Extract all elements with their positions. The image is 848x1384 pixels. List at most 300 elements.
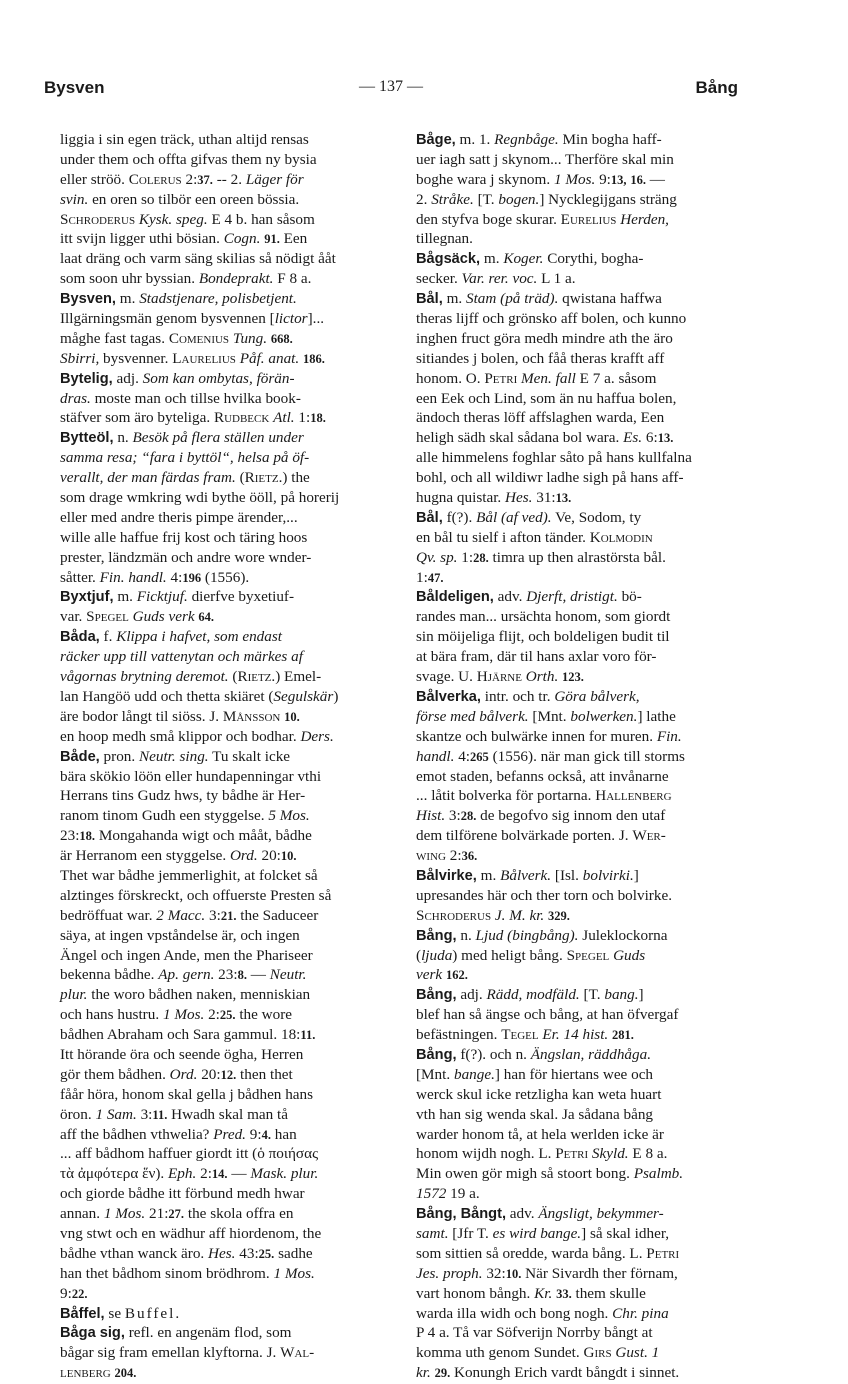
text-segment: honom. O. — [416, 369, 485, 387]
text-line — [60, 1323, 391, 1343]
text-segment: f(?). och n. — [456, 1045, 531, 1063]
italic-text: Neutr. sing. — [138, 747, 209, 765]
text-segment: 2: — [204, 1006, 220, 1024]
headword: Bång, — [416, 987, 457, 1004]
text-segment: blef han så ängse och bång, at han öfvergaf — [416, 1006, 679, 1024]
text-segment: Hwadh skal man tå — [167, 1105, 288, 1123]
author-name: Girs — [583, 1344, 612, 1362]
text-line — [60, 767, 391, 787]
text-segment: Min bogha haff- — [558, 131, 662, 148]
text-segment: ( — [228, 668, 238, 686]
headword: Bålverka, — [416, 688, 481, 705]
text-segment: 32: — [482, 1264, 506, 1282]
text-segment: 31: — [532, 489, 556, 507]
text-segment: bära skökio löön eller hundapenningar vthi — [60, 767, 322, 785]
text-line — [60, 747, 391, 767]
italic-text: Bålverk. — [500, 866, 552, 884]
text-segment: Tu skalt icke — [208, 747, 291, 765]
text-segment: 21: — [145, 1205, 169, 1223]
text-line — [60, 488, 391, 508]
italic-text: Mask. plur. — [250, 1165, 319, 1183]
text-line — [416, 627, 740, 647]
italic-text: 5 Mos. — [268, 807, 310, 825]
text-line — [416, 1085, 740, 1105]
italic-text: Guds verk — [132, 608, 195, 626]
text-segment: the wore — [235, 1006, 293, 1024]
text-segment: timra up then alrastörsta bål. — [488, 548, 666, 566]
author-name: Colerus — [128, 170, 182, 188]
text-segment: them skulle — [571, 1284, 646, 1302]
italic-text: Göra bålverk, — [554, 687, 640, 705]
text-segment: 9: — [245, 1125, 262, 1143]
text-line — [416, 985, 740, 1005]
text-line — [416, 1224, 740, 1244]
text-line — [416, 349, 740, 369]
reference-number: 196 — [182, 570, 202, 585]
text-segment: E 8 a. — [628, 1145, 668, 1163]
italic-text: samma resa; “fara i byttöl“, helsa på öf- — [60, 449, 310, 467]
text-line — [60, 906, 391, 926]
text-segment: werck skul icke retzligha kan weta huart — [416, 1085, 662, 1103]
text-line — [416, 1363, 740, 1383]
italic-text: plur. — [60, 986, 88, 1004]
text-line — [416, 906, 740, 926]
text-segment: liggia i sin egen träck, uthan altijd rensas — [60, 131, 309, 148]
text-segment: ändoch theras löff affslaghen warda, Een — [416, 409, 665, 427]
text-segment: L 1 a. — [537, 270, 576, 288]
text-line — [60, 965, 391, 985]
text-segment: stäfver som äro byteliga. — [60, 409, 214, 427]
text-segment: sadhe — [274, 1244, 313, 1262]
text-segment: bysvenner. — [99, 349, 173, 367]
page-number: — 137 — — [359, 78, 423, 95]
reference-number: 13. — [555, 491, 572, 506]
text-segment: 23: — [214, 966, 238, 984]
italic-text: Qv. sp. — [416, 548, 458, 566]
italic-text: Påf. anat. — [239, 349, 300, 367]
text-line — [60, 528, 391, 548]
reference-number: 123. — [562, 670, 584, 685]
reference-number: 13, — [610, 172, 627, 187]
italic-text: 1572 — [416, 1185, 447, 1203]
text-segment: hugna quistar. — [416, 489, 506, 507]
reference-number: 13. — [657, 431, 674, 446]
italic-text: svin. — [60, 190, 89, 208]
text-segment: m. — [480, 250, 504, 268]
italic-text: lictor — [274, 310, 308, 328]
text-line — [416, 727, 740, 747]
headword: Byxtjuf, — [60, 589, 114, 606]
text-segment: en oren so tilbör een oreen bössia. — [88, 190, 300, 208]
text-segment: dierfve byxetiuf- — [187, 588, 295, 606]
italic-text: Fin. handl. — [99, 568, 167, 586]
italic-text: 1 Mos. — [553, 170, 596, 188]
text-line — [60, 1204, 391, 1224]
text-segment: ] — [633, 866, 639, 884]
text-line — [60, 408, 391, 428]
italic-text: vågornas brytning deremot. — [60, 668, 229, 686]
text-line — [60, 1045, 391, 1065]
text-line — [416, 170, 740, 190]
text-line — [60, 806, 391, 826]
text-segment: sin möijeliga flijt, och boldeligen budit til — [416, 628, 670, 646]
text-line — [60, 1025, 391, 1045]
headword: Bågsäck, — [416, 251, 481, 268]
text-segment: säya, at ingen vpståndelse är, och ingen — [60, 926, 300, 944]
text-line — [60, 448, 391, 468]
text-line — [416, 1244, 740, 1264]
italic-text: Jes. proph. — [416, 1264, 483, 1282]
text-line — [60, 369, 391, 389]
text-segment: och giorde bådhe itt förbund medh hwar — [60, 1185, 305, 1203]
text-line — [60, 587, 391, 607]
author-name: Wer- — [632, 827, 666, 845]
text-line — [416, 1065, 740, 1085]
reference-number: 204. — [114, 1366, 137, 1381]
text-segment: the woro bådhen naken, menniskian — [87, 986, 311, 1004]
text-segment: ] Nycklegijgans sträng — [539, 190, 677, 208]
text-line — [60, 249, 391, 269]
italic-text: räcker upp till vattenytan och märkes af — [60, 648, 303, 666]
author-name: Comenius — [168, 329, 230, 347]
italic-text: bang. — [604, 986, 639, 1004]
text-segment: 2: — [181, 170, 198, 188]
text-line — [416, 866, 740, 886]
text-segment: Ve, Sodom, ty — [551, 508, 642, 526]
author-name: Schroderus — [416, 906, 492, 924]
text-segment: den styfva boge skurar. — [416, 210, 561, 228]
author-name: wing — [416, 847, 446, 865]
text-line — [416, 1184, 740, 1204]
text-segment: vart honom bångh. — [416, 1284, 535, 1302]
text-segment: n. — [456, 926, 476, 944]
text-segment: dem tilförene bolvärkade porten. J. — [416, 827, 633, 845]
italic-text: Ängsligt, bekymmer- — [538, 1205, 664, 1223]
reference-number: 28. — [473, 550, 489, 565]
text-segment: 9: — [60, 1284, 72, 1302]
text-segment: .) the — [278, 469, 310, 487]
text-line — [416, 210, 740, 230]
text-segment: intr. och tr. — [480, 687, 555, 705]
text-line — [416, 568, 740, 588]
text-line — [416, 1105, 740, 1125]
text-segment: alle himmelens foghlar såto på hans kullfalna — [416, 449, 692, 467]
text-line — [60, 1164, 391, 1184]
text-line — [60, 786, 391, 806]
text-line — [416, 130, 740, 150]
text-line — [416, 150, 740, 170]
text-segment: — — [227, 1165, 251, 1183]
text-line — [416, 1125, 740, 1145]
reference-number: 10. — [284, 709, 300, 724]
text-segment: sitiandes j bolen, och fåå theras krafft aff — [416, 349, 665, 367]
text-segment: boghe wara j skynom. — [416, 170, 554, 188]
text-segment: warder honom tå, at hela werlden icke är — [416, 1125, 664, 1143]
reference-number: 22. — [71, 1286, 88, 1301]
text-line — [416, 190, 740, 210]
text-segment: gör them bådhen. — [60, 1065, 170, 1083]
text-segment: annan. — [60, 1205, 104, 1223]
text-line — [416, 229, 740, 249]
italic-text: förse med bålverk. — [416, 707, 529, 725]
text-segment: upresandes här och ther torn och bolvirke. — [416, 886, 672, 904]
text-line — [60, 1264, 391, 1284]
text-segment: ranom tinom Gudh een styggelse. — [60, 807, 269, 825]
text-segment: bohl, och all wildiwr ladhe sigh på hans aff- — [416, 469, 684, 487]
author-name: Petri — [646, 1244, 680, 1262]
spaced-text: Buffel. — [124, 1304, 182, 1322]
text-segment: (1556). när man gick till storms — [488, 747, 685, 765]
italic-text: Ap. gern. — [158, 966, 215, 984]
reference-number: 10. — [505, 1266, 522, 1281]
left-column — [60, 130, 391, 1383]
text-line — [60, 210, 391, 230]
italic-text: 1 Sam. — [95, 1105, 137, 1123]
italic-text: Ord. — [169, 1065, 198, 1083]
reference-number: 25. — [258, 1246, 275, 1261]
text-line — [60, 170, 391, 190]
text-segment: tillegnan. — [416, 230, 473, 248]
text-line — [60, 1184, 391, 1204]
text-line — [60, 548, 391, 568]
text-segment: 9: — [595, 170, 611, 188]
text-segment: adj. — [112, 369, 143, 387]
headword: Båga sig, — [60, 1325, 125, 1342]
text-line — [416, 826, 740, 846]
reference-number: 11. — [300, 1028, 316, 1043]
text-line — [60, 926, 391, 946]
italic-text: Hes. — [505, 489, 533, 507]
italic-text: Stam (på träd). — [465, 290, 559, 308]
text-segment: bågar sig fram emellan klyftorna. J. — [60, 1344, 281, 1362]
text-segment: ] — [638, 986, 644, 1004]
text-line — [60, 309, 391, 329]
text-segment: then thet — [236, 1065, 293, 1083]
text-line — [416, 1164, 740, 1184]
headword: Bång, Bångt, — [416, 1206, 506, 1223]
text-line — [416, 1264, 740, 1284]
text-segment: P 4 a. Tå var Söfverijn Norrby bångt at — [416, 1324, 653, 1342]
italic-text: Koger. — [503, 250, 544, 268]
author-name: Hjärne — [476, 668, 522, 686]
italic-text: Es. — [623, 429, 643, 447]
reference-number: 10. — [280, 849, 297, 864]
text-segment: 4: — [166, 568, 183, 586]
text-segment: emot staden, befanns också, att invånarne — [416, 767, 669, 785]
text-line — [416, 548, 740, 568]
text-line — [416, 1045, 740, 1065]
text-line — [60, 229, 391, 249]
text-line — [60, 428, 391, 448]
author-name: Eurelius — [560, 210, 617, 228]
text-line — [416, 309, 740, 329]
text-segment: theras lijff och grönsko aff bolen, och kunno — [416, 310, 687, 328]
text-line — [60, 985, 391, 1005]
text-line — [60, 687, 391, 707]
text-segment: måghe fast tagas. — [60, 329, 169, 347]
text-segment: Juleklockorna — [578, 926, 668, 944]
italic-text: ljuda — [421, 946, 453, 964]
text-line — [416, 448, 740, 468]
text-segment: som drage wmkring wdi bythe ööll, på horerij — [60, 489, 340, 507]
text-line — [60, 886, 391, 906]
italic-text: J. M. kr. — [494, 906, 545, 924]
text-segment: wille alle haffue frij kost och täring hoos — [60, 528, 308, 546]
text-line — [60, 1125, 391, 1145]
text-segment: svage. U. — [416, 668, 477, 686]
text-segment: 20: — [257, 847, 281, 865]
text-segment: ] han för hiertans wee och — [494, 1065, 654, 1083]
text-segment: 43: — [235, 1244, 259, 1262]
text-line — [416, 269, 740, 289]
text-segment: aff the bådhen vthwelia? — [60, 1125, 214, 1143]
text-segment: the skola offra en — [184, 1205, 294, 1223]
italic-text: Cogn. — [223, 230, 261, 248]
text-segment: Een — [279, 230, 308, 248]
running-head-right: Bång — [695, 78, 738, 97]
author-name: Månsson — [222, 707, 281, 725]
italic-text: Eph. — [168, 1165, 197, 1183]
text-line — [416, 289, 740, 309]
text-line — [60, 150, 391, 170]
text-segment: [Isl. — [551, 866, 583, 884]
italic-text: Ders. — [300, 727, 334, 745]
text-segment: ( — [235, 469, 245, 487]
italic-text: bogen. — [498, 190, 540, 208]
text-segment: [Mnt. — [416, 1065, 454, 1083]
italic-text: Ängslan, räddhåga. — [530, 1045, 652, 1063]
italic-text: handl. — [416, 747, 455, 765]
headword: Bålvirke, — [416, 867, 477, 884]
text-segment: under them och offta gifvas them ny bysia — [60, 150, 317, 168]
text-segment: ) — [333, 687, 339, 705]
italic-text: Bondeprakt. — [198, 270, 274, 288]
italic-text: Hes. — [208, 1244, 236, 1262]
text-segment: at bära fram, där til hans axlar voro för- — [416, 648, 657, 666]
text-segment: befästningen. — [416, 1026, 502, 1044]
italic-text: 1 Mos. — [273, 1264, 315, 1282]
text-segment: Min owen gör migh så stoort bong. — [416, 1165, 634, 1183]
text-segment: ... aff bådhom haffuer giordt itt (ὁ ποιήσας — [60, 1145, 319, 1163]
headword: Bysven, — [60, 291, 116, 308]
text-segment: 1: — [294, 409, 311, 427]
text-line — [416, 1323, 740, 1343]
headword: Båge, — [416, 132, 456, 148]
text-segment: .) Emel- — [271, 668, 322, 686]
text-segment: 3: — [205, 906, 221, 924]
reference-number: 668. — [270, 331, 293, 346]
headword: Både, — [60, 748, 100, 765]
author-name: Spegel — [86, 608, 129, 626]
text-segment: se — [104, 1304, 125, 1322]
author-name: Wal- — [280, 1344, 315, 1362]
reference-number: 27. — [168, 1207, 185, 1222]
text-line — [60, 846, 391, 866]
author-name: Hallenberg — [595, 787, 672, 805]
italic-text: Gust. 1 — [615, 1344, 660, 1362]
text-segment: Ängel och ingen Ande, men the Phariseer — [60, 946, 313, 964]
italic-text: Stadstjenare, polisbetjent. — [139, 290, 297, 308]
italic-text: samt. — [416, 1224, 449, 1242]
text-segment: öron. — [60, 1105, 96, 1123]
text-line — [416, 965, 740, 985]
text-segment: m. — [476, 866, 501, 884]
text-line — [60, 1343, 391, 1363]
text-line — [60, 667, 391, 687]
reference-number: 18. — [310, 411, 326, 426]
text-segment: inghen fruct göra medh mindre ath the äro — [416, 329, 673, 347]
text-line — [416, 886, 740, 906]
text-segment: 6: — [642, 429, 658, 447]
author-name: Spegel — [566, 946, 610, 964]
reference-number: 25. — [219, 1008, 236, 1023]
text-segment: en hoop medh små klippor och bodhar. — [60, 727, 301, 745]
italic-text: Sbirri, — [60, 349, 100, 367]
italic-text: Ord. — [229, 847, 258, 865]
text-segment: moste man och tillse hvilka book- — [90, 389, 301, 407]
text-segment: Itt hörande öra och seende ögha, Herren — [60, 1045, 304, 1063]
headword: Bytelig, — [60, 370, 113, 387]
text-segment: Mongahanda wigt och mååt, bådhe — [95, 827, 312, 845]
text-segment: Thet war bådhe jemmerlighit, at folcket så — [60, 866, 318, 884]
text-segment: laat dräng och varm säng skilias så nödigt ååt — [60, 250, 336, 268]
text-line — [416, 607, 740, 627]
text-line — [416, 249, 740, 269]
reference-number: 21. — [220, 908, 237, 923]
headword: Bång, — [416, 1046, 457, 1063]
text-segment: (1556). — [201, 568, 250, 586]
text-segment: qwistana haffwa — [558, 290, 662, 308]
text-segment: -- 2. — [212, 170, 246, 188]
text-segment: itt svijn ligger uthi bösian. — [60, 230, 224, 248]
reference-number: 64. — [198, 610, 215, 625]
text-line — [416, 1144, 740, 1164]
text-segment: ) med heligt bång. — [452, 946, 567, 964]
headword: Båldeligen, — [416, 589, 494, 606]
text-line — [60, 1304, 391, 1324]
text-line — [416, 428, 740, 448]
text-segment: f(?). — [442, 508, 477, 526]
italic-text: Regnbåge. — [494, 131, 559, 148]
text-segment: E 4 b. han såsom — [207, 210, 315, 228]
text-segment: bekenna bådhe. — [60, 966, 159, 984]
text-segment: the Saduceer — [236, 906, 319, 924]
text-line — [60, 508, 391, 528]
author-name: Laurelius — [172, 349, 236, 367]
text-line — [60, 1244, 391, 1264]
italic-text: es wird bange. — [492, 1224, 582, 1242]
text-line — [416, 1304, 740, 1324]
text-segment: m. — [113, 588, 137, 606]
italic-text: Atl. — [273, 409, 295, 427]
author-name: Petri — [555, 1145, 589, 1163]
text-segment: 3: — [445, 807, 461, 825]
text-line — [60, 1105, 391, 1125]
text-segment: ... låtit bolverka för portarna. — [416, 787, 596, 805]
text-line — [60, 1065, 391, 1085]
text-segment: Herrans tins Gudz hws, ty bådhe är Her- — [60, 787, 306, 805]
text-segment: m. 1. — [455, 131, 495, 148]
text-line — [60, 289, 391, 309]
text-segment: 3: — [136, 1105, 153, 1123]
text-segment: När Sivardh ther förnam, — [521, 1264, 678, 1282]
text-segment: 4: — [454, 747, 471, 765]
italic-text: Djerft, dristigt. — [526, 588, 618, 606]
reference-number: 162. — [445, 968, 468, 983]
italic-text: Klippa i hafvet, som endast — [116, 628, 282, 646]
text-segment: 23: — [60, 827, 80, 845]
italic-text: Herden, — [620, 210, 669, 228]
